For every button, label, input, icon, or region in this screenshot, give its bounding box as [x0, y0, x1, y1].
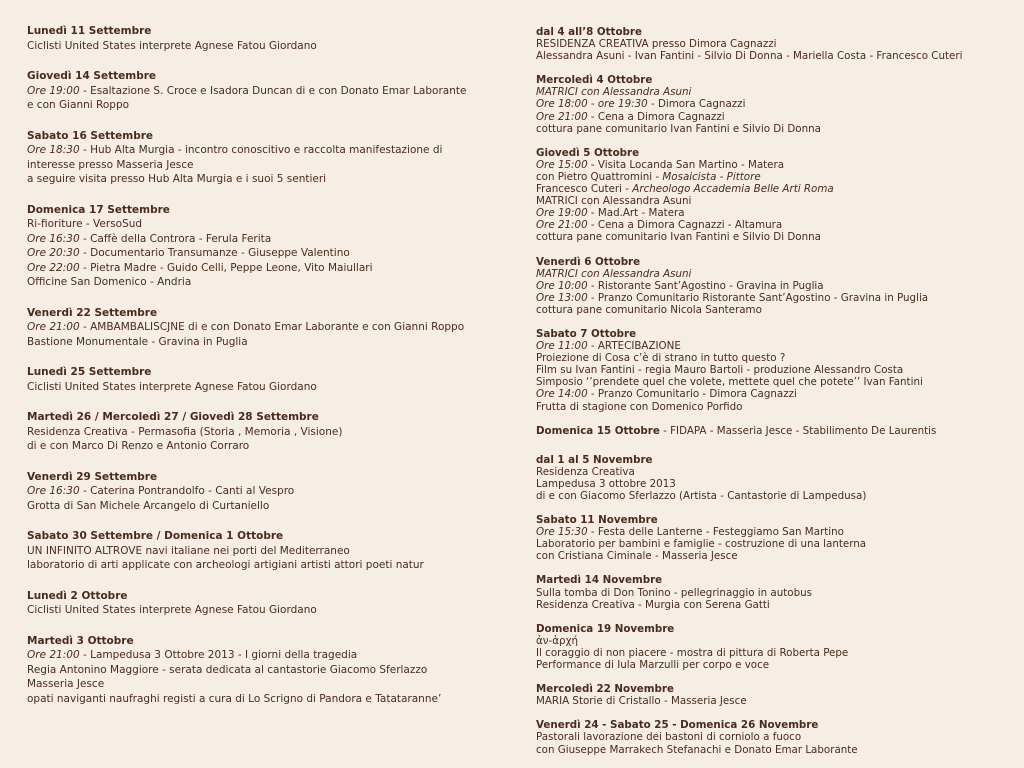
event-detail-line: [536, 401, 1006, 413]
event-text: Regia Antonino Maggiore - serata dedicata al cantastorie Giacomo Sferlazzo: [27, 663, 428, 676]
event-entry: [27, 589, 497, 618]
event-date: Martedì 26 / Mercoledì 27 / Giovedì 28 Settembre: [27, 411, 319, 423]
event-detail-line: [536, 268, 1006, 280]
event-time-or-highlight: Ore 18:30: [27, 144, 80, 156]
event-detail-line: [536, 195, 1006, 207]
event-time-or-highlight: MATRICI con Alessandra Asuni: [536, 86, 692, 99]
event-detail-line: [536, 599, 1006, 611]
event-text: Grotta di San Michele Arcangelo di Curtaniello: [27, 499, 270, 512]
event-date-heading: [536, 719, 1006, 731]
event-date-heading: [27, 306, 497, 321]
event-date-heading: [27, 24, 497, 39]
event-entry: [536, 514, 1006, 562]
event-detail-line: [27, 335, 497, 350]
event-detail-line: [536, 231, 1006, 243]
event-entry: [536, 454, 1006, 502]
event-date: Domenica 19 Novembre: [536, 622, 675, 635]
event-entry: [536, 425, 1006, 437]
event-date-heading: [536, 26, 1006, 38]
event-text: opati naviganti naufraghi registi a cura di Lo Scrigno di Pandora e Tatataranne’: [27, 692, 442, 705]
event-date: Martedì 3 Ottobre: [27, 634, 134, 647]
event-text: Lampedusa 3 ottobre 2013: [536, 477, 676, 490]
event-time-or-highlight: Ore 16:30: [27, 232, 80, 245]
event-entry: [536, 328, 1006, 413]
event-detail-line: [536, 207, 1006, 219]
event-detail-line: [536, 292, 1006, 304]
event-date-heading: [27, 470, 497, 485]
event-entry: [27, 69, 497, 113]
event-date: Sabato 30 Settembre / Domenica 1 Ottobre: [27, 530, 284, 542]
event-detail-line: [27, 692, 497, 707]
event-detail-line: [27, 158, 497, 173]
event-entry: [536, 147, 1006, 244]
event-detail-line: [27, 320, 497, 335]
event-detail-line: [536, 388, 1006, 400]
event-detail-line: [27, 425, 497, 440]
event-detail-line: [27, 439, 497, 454]
event-text: - ARTECIBAZIONE: [587, 340, 681, 353]
event-inline-description: - FIDAPA - Masseria Jesce - Stabilimento De Laurentis: [659, 424, 937, 437]
event-date-heading: [536, 425, 1006, 437]
event-text: a seguire visita presso Hub Alta Murgia e i suoi 5 sentieri: [27, 173, 327, 185]
event-entry: [536, 623, 1006, 671]
event-detail-line: [536, 183, 1006, 195]
event-entry: [536, 574, 1006, 610]
event-detail-line: [27, 603, 497, 618]
event-detail-line: [27, 677, 497, 692]
event-entry: [27, 470, 497, 514]
event-detail-line: [27, 143, 497, 158]
event-entry: [27, 24, 497, 53]
event-entry: [27, 129, 497, 187]
event-detail-line: [27, 261, 497, 276]
event-detail-line: [27, 484, 497, 499]
event-time-or-highlight: Ore 19:00: [27, 84, 80, 97]
event-date-heading: [536, 256, 1006, 268]
event-detail-line: [27, 84, 497, 99]
event-detail-line: [27, 172, 497, 187]
event-text: UN INFINITO ALTROVE navi italiane nei porti del Mediterraneo: [27, 544, 350, 557]
event-time-or-highlight: Ore 20:30: [27, 247, 80, 259]
event-detail-line: [536, 376, 1006, 388]
event-detail-line: [536, 490, 1006, 502]
event-date-heading: [536, 454, 1006, 466]
event-date: Sabato 11 Novembre: [536, 514, 658, 527]
event-text: Francesco Cuteri -: [536, 183, 633, 196]
event-text: e con Gianni Roppo: [27, 99, 130, 111]
event-detail-line: [27, 98, 497, 113]
event-entry: [27, 529, 497, 573]
event-text: - Esaltazione S. Croce e Isadora Duncan di e con Donato Emar Laborante: [79, 84, 467, 97]
event-time-or-highlight: Ore 21:00: [27, 321, 80, 333]
event-text: - Cena a Dimora Cagnazzi - Altamura: [587, 219, 783, 232]
event-text: - Dimora Cagnazzi: [647, 98, 746, 111]
event-detail-line: [536, 159, 1006, 171]
event-entry: [27, 410, 497, 454]
event-text: - Lampedusa 3 Ottobre 2013 - I giorni della tragedia: [79, 649, 358, 661]
event-text: di e con Giacomo Sferlazzo (Artista - Cantastorie di Lampedusa): [536, 490, 867, 502]
event-detail-line: [27, 648, 497, 663]
event-text: Frutta di stagione con Domenico Porfido: [536, 400, 743, 413]
event-date: Venerdì 24 - Sabato 25 - Domenica 26 Novembre: [536, 719, 819, 732]
event-entry: [536, 719, 1006, 755]
event-date: dal 1 al 5 Novembre: [536, 453, 653, 466]
event-time-or-highlight: Ore 21:00: [536, 219, 588, 232]
event-detail-line: [536, 280, 1006, 292]
event-date: Venerdì 29 Settembre: [27, 470, 158, 483]
event-date-heading: [27, 69, 497, 84]
event-date-heading: [27, 410, 497, 425]
event-entry: [536, 256, 1006, 316]
event-text: con Pietro Quattromini -: [536, 170, 663, 183]
event-text: di e con Marco Di Renzo e Antonio Corraro: [27, 440, 250, 452]
event-entry: [536, 26, 1006, 62]
event-detail-line: [536, 98, 1006, 110]
event-text: con Cristiana Ciminale - Masseria Jesce: [536, 550, 738, 563]
event-entry: [27, 634, 497, 707]
event-text: Residenza Creativa - Permasofia (Storia , Memoria , Visione): [27, 425, 343, 438]
event-time-or-highlight: Ore 15:30: [536, 526, 588, 539]
event-time-or-highlight: Mosaicista - Pittore: [662, 170, 761, 183]
event-detail-line: [536, 304, 1006, 316]
event-date: Lunedì 11 Settembre: [27, 25, 152, 37]
event-date: Mercoledì 4 Ottobre: [536, 74, 653, 87]
event-detail-line: [536, 695, 1006, 707]
event-detail-line: [536, 478, 1006, 490]
event-text: Proiezione di Cosa c’è di strano in tutto questo ?: [536, 352, 786, 365]
event-date-heading: [27, 529, 497, 544]
event-time-or-highlight: Ore 14:00: [536, 388, 588, 401]
event-text: Performance di Iula Marzulli per corpo e voce: [536, 659, 770, 672]
event-text: MATRICI con Alessandra Asuni: [536, 195, 692, 208]
event-time-or-highlight: MATRICI con Alessandra Asuni: [536, 267, 692, 280]
event-date-heading: [536, 328, 1006, 340]
event-text: - Hub Alta Murgia - incontro conoscitivo e raccolta manifestazione di: [79, 144, 443, 156]
event-detail-line: [27, 380, 497, 395]
event-text: Masseria Jesce: [27, 678, 105, 690]
event-detail-line: [536, 364, 1006, 376]
event-entry: [27, 306, 497, 350]
event-date: Giovedì 14 Settembre: [27, 70, 157, 82]
event-date: Martedì 14 Novembre: [536, 574, 663, 587]
event-entry: [27, 203, 497, 290]
event-detail-line: [27, 558, 497, 573]
event-date: Sabato 16 Settembre: [27, 129, 154, 142]
event-date: dal 4 all’8 Ottobre: [536, 26, 642, 38]
event-text: Ciclisti United States interprete Agnese Fatou Giordano: [27, 380, 317, 393]
event-text: - Caffè della Controra - Ferula Ferita: [79, 232, 272, 245]
event-date-heading: [536, 623, 1006, 635]
event-date-heading: [27, 634, 497, 649]
event-text: Ri-fioriture - VersoSud: [27, 218, 143, 230]
event-detail-line: [27, 544, 497, 559]
event-detail-line: [536, 171, 1006, 183]
event-date: Domenica 15 Ottobre: [536, 424, 660, 437]
event-date: Giovedì 5 Ottobre: [536, 146, 640, 159]
event-text: - Visita Locanda San Martino - Matera: [587, 158, 785, 171]
event-text: interesse presso Masseria Jesce: [27, 158, 194, 171]
right-column: [536, 26, 1006, 768]
event-detail-line: [536, 50, 1006, 62]
event-text: Residenza Creativa: [536, 465, 635, 478]
event-text: - Pranzo Comunitario - Dimora Cagnazzi: [587, 388, 797, 401]
event-date-heading: [536, 574, 1006, 586]
event-date: Lunedì 25 Settembre: [27, 366, 152, 378]
event-time-or-highlight: Ore 18:00 - ore 19:30: [536, 98, 648, 111]
event-text: Pastorali lavorazione dei bastoni di corniolo a fuoco: [536, 731, 802, 744]
event-detail-line: [536, 38, 1006, 50]
event-text: Alessandra Asuni - Ivan Fantini - Silvio Di Donna - Mariella Costa - Francesco Cuteri: [536, 50, 963, 63]
event-detail-line: [27, 275, 497, 290]
event-date: Domenica 17 Settembre: [27, 203, 170, 216]
left-column: [27, 24, 497, 722]
event-time-or-highlight: Ore 19:00: [536, 207, 588, 220]
event-detail-line: [536, 111, 1006, 123]
event-date: Sabato 7 Ottobre: [536, 327, 637, 340]
event-text: RESIDENZA CREATIVA presso Dimora Cagnazzi: [536, 38, 777, 51]
event-text: - Documentario Transumanze - Giuseppe Valentino: [79, 247, 350, 259]
event-detail-line: [536, 647, 1006, 659]
event-text: Film su Ivan Fantini - regia Mauro Bartoli - produzione Alessandro Costa: [536, 364, 904, 377]
event-date-heading: [27, 129, 497, 144]
event-time-or-highlight: Archeologo Accademia Belle Arti Roma: [632, 183, 834, 196]
event-text: - Cena a Dimora Cagnazzi: [587, 110, 725, 123]
event-detail-line: [536, 340, 1006, 352]
event-detail-line: [27, 499, 497, 514]
event-time-or-highlight: Ore 13:00: [536, 291, 588, 304]
event-detail-line: [536, 744, 1006, 756]
event-detail-line: [27, 663, 497, 678]
event-detail-line: [27, 232, 497, 247]
event-entry: [536, 683, 1006, 707]
event-detail-line: [536, 466, 1006, 478]
event-entry: [27, 365, 497, 394]
event-text: Sulla tomba di Don Tonino - pellegrinaggio in autobus: [536, 586, 813, 599]
event-text: cottura pane comunitario Nicola Santeramo: [536, 303, 762, 316]
event-detail-line: [536, 123, 1006, 135]
event-text: - Ristorante Sant’Agostino - Gravina in Puglia: [587, 279, 824, 292]
event-date: Mercoledì 22 Novembre: [536, 683, 674, 696]
event-date-heading: [27, 203, 497, 218]
event-text: Officine San Domenico - Andria: [27, 276, 192, 288]
event-text: laboratorio di arti applicate con archeologi artigiani artisti attori poeti natur: [27, 559, 424, 571]
event-text: - AMBAMBALISCJNE di e con Donato Emar Laborante e con Gianni Roppo: [79, 321, 465, 333]
event-detail-line: [536, 352, 1006, 364]
event-time-or-highlight: Ore 11:00: [536, 340, 588, 353]
event-date-heading: [27, 589, 497, 604]
event-text: Residenza Creativa - Murgia con Serena Gatti: [536, 598, 770, 611]
event-text: Ciclisti United States interprete Agnese Fatou Giordano: [27, 604, 317, 616]
event-date-heading: [27, 365, 497, 380]
event-text: - Pietra Madre - Guido Celli, Peppe Leone, Vito Maiullari: [79, 261, 373, 274]
event-text: Laboratorio per bambini e famiglie - costruzione di una lanterna: [536, 538, 867, 551]
event-detail-line: [536, 526, 1006, 538]
event-time-or-highlight: Ore 16:30: [27, 485, 80, 497]
event-text: Il coraggio di non piacere - mostra di pittura di Roberta Pepe: [536, 646, 849, 659]
event-text: cottura pane comunitario Ivan Fantini e Silvio Di Donna: [536, 231, 821, 244]
event-detail-line: [27, 39, 497, 54]
event-detail-line: [27, 246, 497, 261]
event-date-heading: [536, 147, 1006, 159]
event-text: Bastione Monumentale - Gravina in Puglia: [27, 335, 248, 348]
event-date: Venerdì 22 Settembre: [27, 306, 158, 319]
event-text: - Mad.Art - Matera: [587, 207, 685, 220]
event-text: con Giuseppe Marrakech Stefanachi e Donato Emar Laborante: [536, 743, 858, 756]
event-detail-line: [536, 635, 1006, 647]
event-text: MARIA Storie di Cristallo - Masseria Jesce: [536, 695, 747, 708]
event-detail-line: [27, 217, 497, 232]
event-detail-line: [536, 587, 1006, 599]
event-text: - Pranzo Comunitario Ristorante Sant’Agostino - Gravina in Puglia: [587, 291, 929, 304]
event-text: - Caterina Pontrandolfo - Canti al Vespro: [79, 485, 295, 497]
event-entry: [536, 74, 1006, 134]
event-time-or-highlight: Ore 10:00: [536, 279, 588, 292]
event-text: - Festa delle Lanterne - Festeggiamo San Martino: [587, 526, 844, 539]
event-text: cottura pane comunitario Ivan Fantini e Silvio Di Donna: [536, 122, 821, 135]
event-detail-line: [536, 86, 1006, 98]
event-date: Venerdì 6 Ottobre: [536, 255, 641, 268]
event-date-heading: [536, 514, 1006, 526]
event-date-heading: [536, 74, 1006, 86]
event-time-or-highlight: Ore 22:00: [27, 261, 80, 274]
event-detail-line: [536, 538, 1006, 550]
event-detail-line: [536, 731, 1006, 743]
event-detail-line: [536, 219, 1006, 231]
event-text: Ciclisti United States interprete Agnese Fatou Giordano: [27, 39, 317, 52]
event-detail-line: [536, 659, 1006, 671]
event-detail-line: [536, 550, 1006, 562]
event-text: ἀν-ἀρχή: [536, 634, 579, 647]
event-time-or-highlight: Ore 15:00: [536, 158, 588, 171]
event-date: Lunedì 2 Ottobre: [27, 589, 128, 602]
event-time-or-highlight: Ore 21:00: [536, 110, 588, 123]
event-time-or-highlight: Ore 21:00: [27, 649, 80, 661]
event-date-heading: [536, 683, 1006, 695]
event-text: Simposio ‘’prendete quel che volete, mettete quel che potete’’ Ivan Fantini: [536, 376, 923, 389]
